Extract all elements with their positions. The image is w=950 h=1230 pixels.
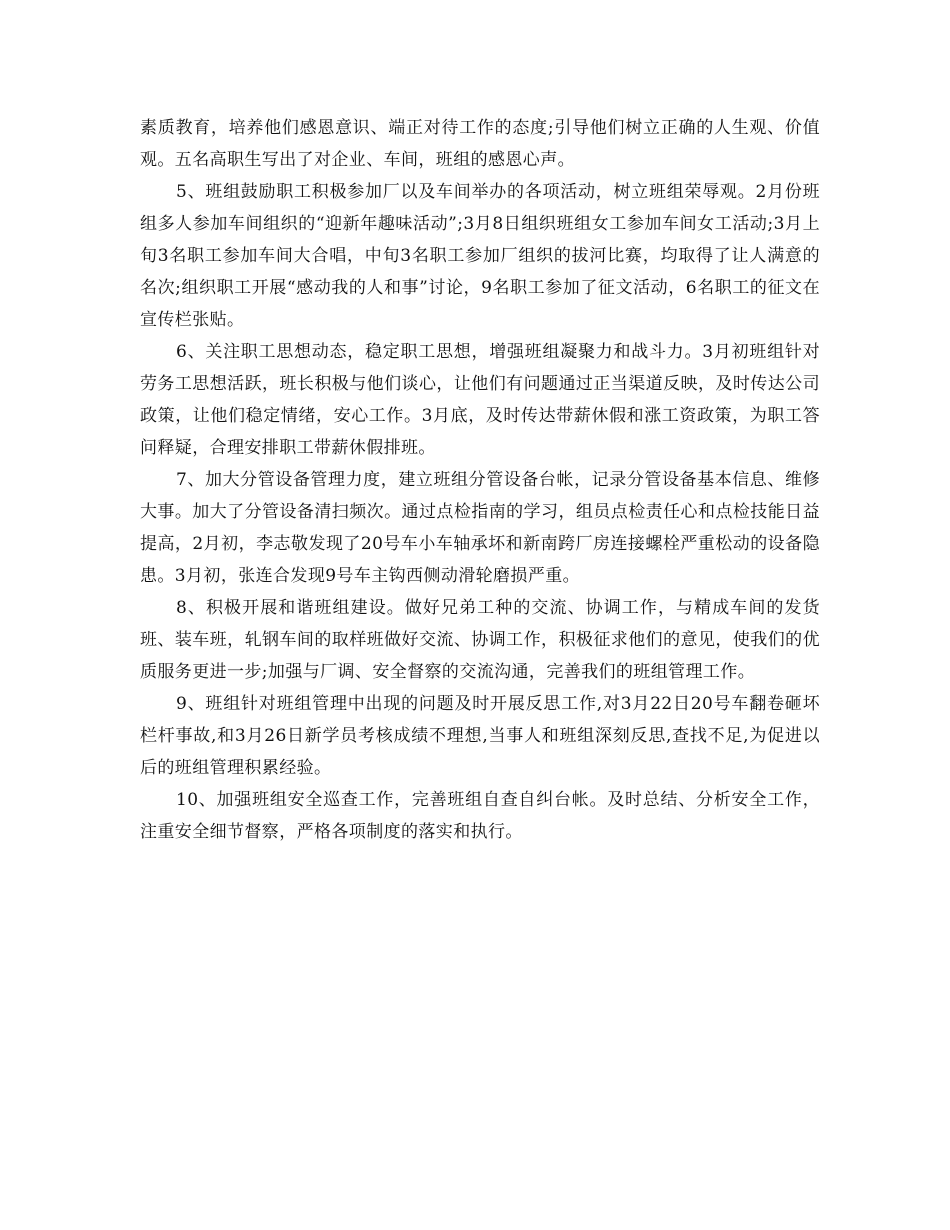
paragraph-item-6: 6、关注职工思想动态，稳定职工思想，增强班组凝聚力和战斗力。3月初班组针对劳务工思想活跃，班长积极与他们谈心，让他们有问题通过正当渠道反映，及时传达公司政策，让他们稳定情绪，安心工作。3月底，及时传达带薪休假和涨工资政策，为职工答问释疑，合理安排职工带薪休假排班。 (140, 342, 820, 458)
paragraph-item-9: 9、班组针对班组管理中出现的问题及时开展反思工作,对3月22日20号车翻卷砸坏栏杆事故,和3月26日新学员考核成绩不理想,当事人和班组深刻反思,查找不足,为促进以后的班组管理积累经验。 (140, 694, 820, 778)
paragraph-item-8: 8、积极开展和谐班组建设。做好兄弟工种的交流、协调工作，与精成车间的发货班、装车班，轧钢车间的取样班做好交流、协调工作，积极征求他们的意见，使我们的优质服务更进一步;加强与厂调、安全督察的交流沟通，完善我们的班组管理工作。 (140, 598, 820, 682)
paragraph-item-5: 5、班组鼓励职工积极参加厂以及车间举办的各项活动，树立班组荣辱观。2月份班组多人参加车间组织的“迎新年趣味活动”;3月8日组织班组女工参加车间女工活动;3月上旬3名职工参加车间大合唱，中旬3名职工参加厂组织的拔河比赛，均取得了让人满意的名次;组织职工开展“感动我的人和事”讨论，9名职工参加了征文活动，6名职工的征文在宣传栏张贴。 (140, 182, 820, 330)
document-body (140, 112, 820, 848)
paragraph-intro: 素质教育，培养他们感恩意识、端正对待工作的态度;引导他们树立正确的人生观、价值观。五名高职生写出了对企业、车间，班组的感恩心声。 (140, 118, 820, 170)
paragraph-item-10: 10、加强班组安全巡查工作，完善班组自查自纠台帐。及时总结、分析安全工作，注重安全细节督察，严格各项制度的落实和执行。 (140, 790, 820, 842)
paragraph-item-7: 7、加大分管设备管理力度，建立班组分管设备台帐，记录分管设备基本信息、维修大事。加大了分管设备清扫频次。通过点检指南的学习，组员点检责任心和点检技能日益提高，2月初，李志敬发现了20号车小车轴承坏和新南跨厂房连接螺栓严重松动的设备隐患。3月初，张连合发现9号车主钩西侧动滑轮磨损严重。 (140, 470, 820, 586)
